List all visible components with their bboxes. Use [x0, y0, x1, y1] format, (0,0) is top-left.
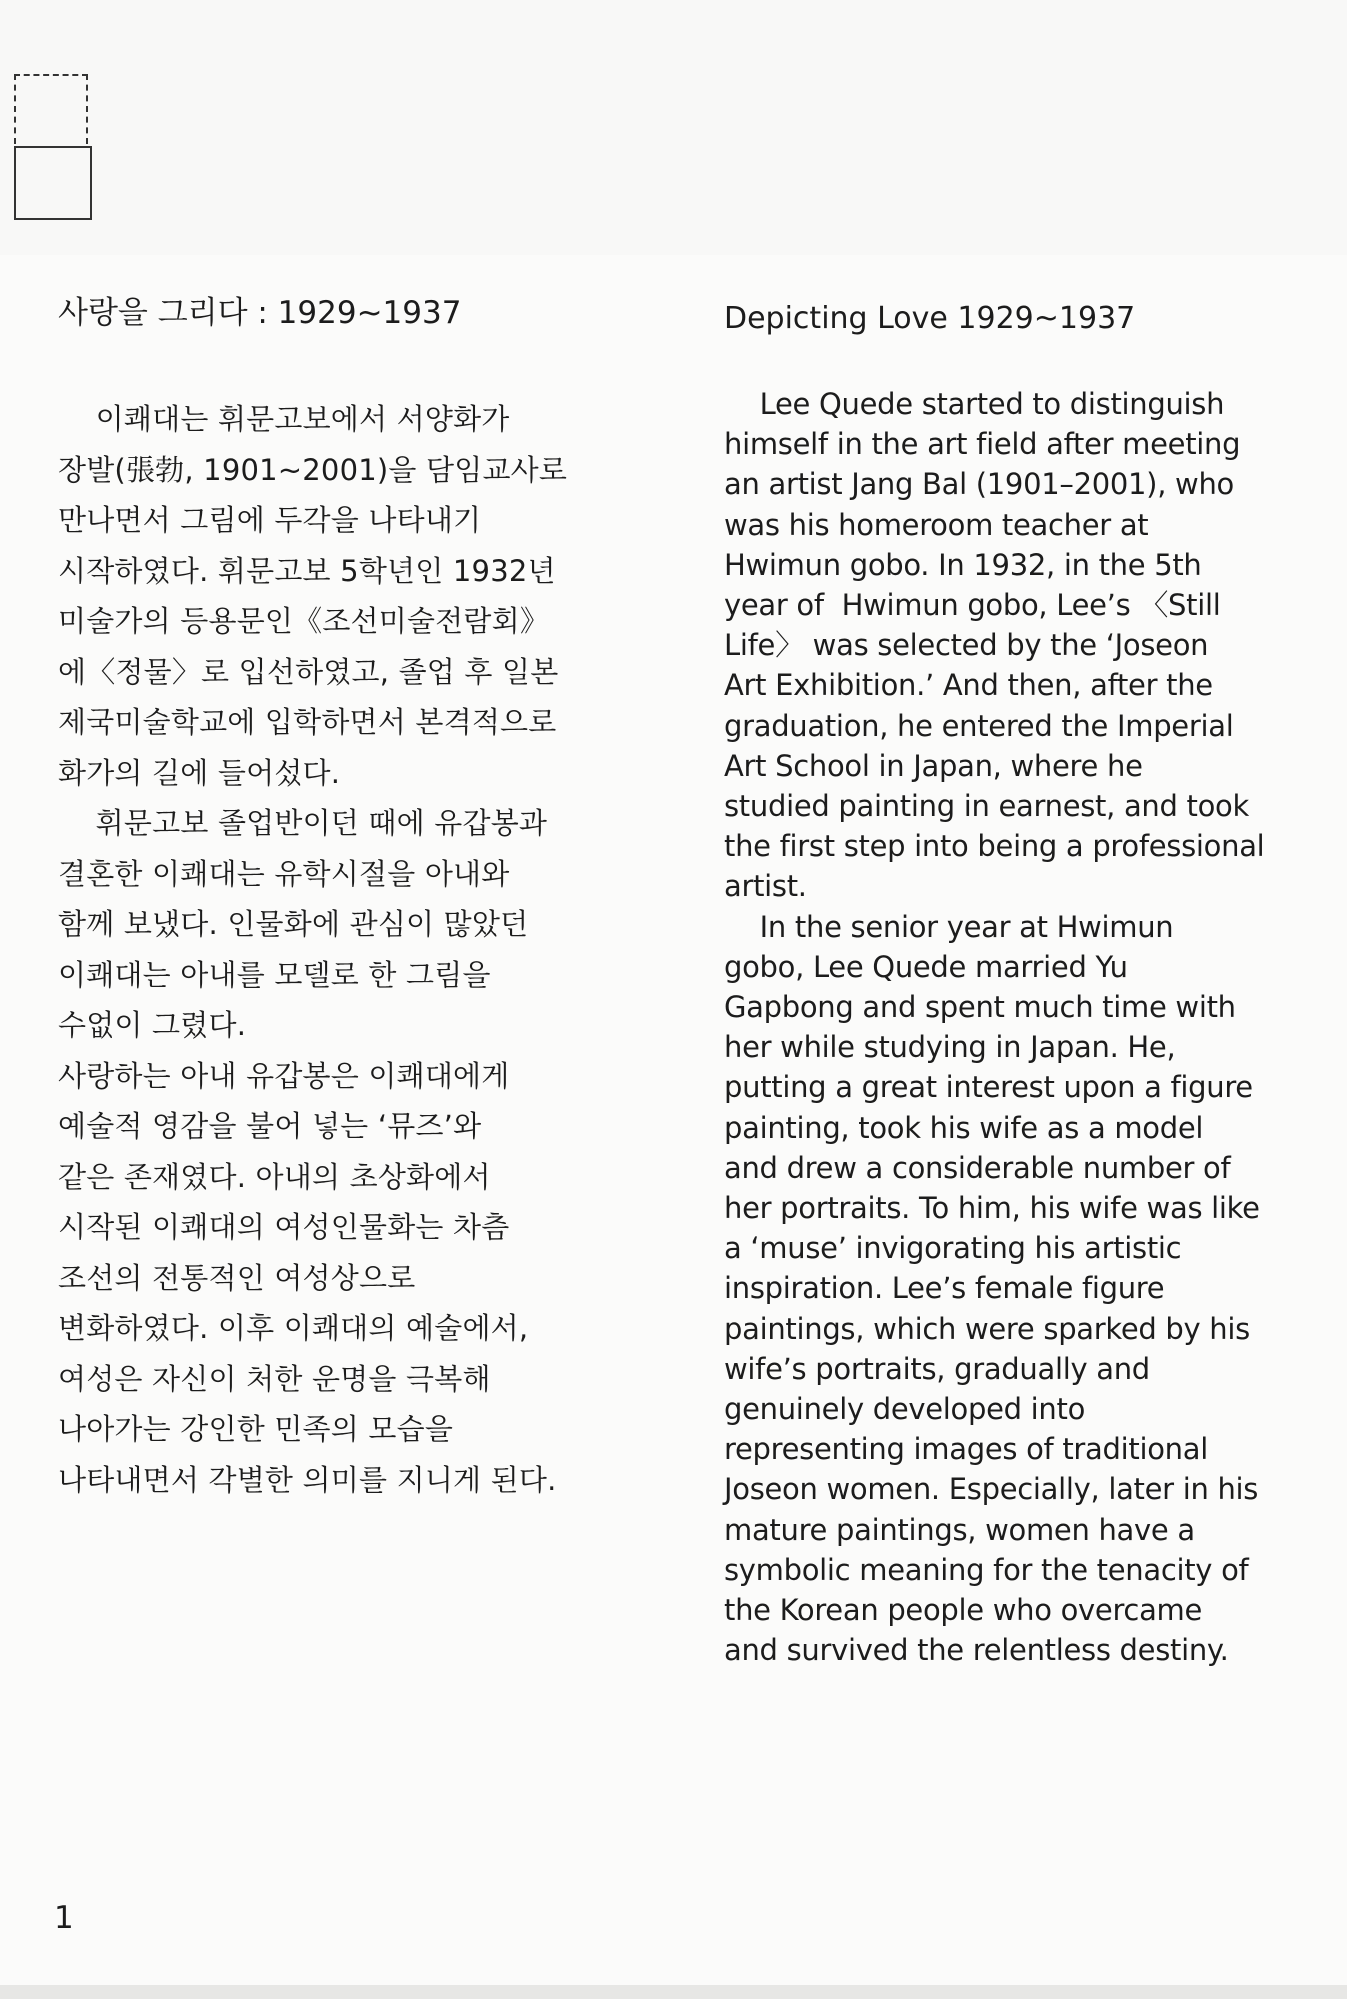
- english-line: symbolic meaning for the tenacity of: [724, 1552, 1249, 1587]
- english-line: the Korean people who overcame: [724, 1593, 1203, 1628]
- bottom-edge: [0, 1985, 1347, 1999]
- korean-line: 시작된 이쾌대의 여성인물화는 차츰: [58, 1210, 510, 1244]
- english-line: putting a great interest upon a figure: [724, 1070, 1253, 1105]
- english-line: genuinely developed into: [724, 1392, 1086, 1427]
- korean-heading: 사랑을 그리다 : 1929~1937: [58, 295, 462, 331]
- english-column: [724, 298, 1324, 1671]
- korean-line: 사랑하는 아내 유갑봉은 이쾌대에게: [58, 1058, 510, 1093]
- korean-line: 변화하였다. 이후 이쾌대의 예술에서,: [58, 1311, 529, 1345]
- english-line: studied painting in earnest, and took: [724, 789, 1249, 824]
- korean-line: 함께 보냈다. 인물화에 관심이 많았던: [58, 907, 529, 941]
- korean-line: 결혼한 이쾌대는 유학시절을 아내와: [58, 856, 510, 891]
- english-line: her while studying in Japan. He,: [724, 1030, 1176, 1065]
- english-line: himself in the art field after meeting: [724, 427, 1241, 462]
- english-line: painting, took his wife as a model: [724, 1110, 1204, 1145]
- korean-line: 시작하였다. 휘문고보 5학년인 1932년: [58, 553, 556, 588]
- english-line: inspiration. Lee’s female figure: [724, 1271, 1165, 1306]
- korean-line: 나아가는 강인한 민족의 모습을: [58, 1412, 454, 1446]
- korean-line: 같은 존재였다. 아내의 초상화에서: [58, 1159, 491, 1194]
- korean-line: 에〈정물〉로 입선하였고, 졸업 후 일본: [58, 654, 559, 689]
- english-line: graduation, he entered the Imperial: [724, 708, 1234, 743]
- korean-line: 나타내면서 각별한 의미를 지니게 된다.: [58, 1462, 557, 1497]
- korean-line: 휘문고보 졸업반이던 때에 유갑봉과: [58, 806, 548, 840]
- korean-line: 이쾌대는 아내를 모델로 한 그림을: [58, 957, 491, 992]
- english-line: the first step into being a professional: [724, 829, 1265, 864]
- dashed-box-marker: [14, 74, 88, 144]
- korean-line: 화가의 길에 들어섰다.: [58, 755, 341, 790]
- english-body: [724, 384, 1324, 1671]
- english-line: and survived the relentless destiny.: [724, 1633, 1229, 1668]
- english-line: mature paintings, women have a: [724, 1512, 1195, 1547]
- english-line: Joseon women. Especially, later in his: [724, 1472, 1259, 1507]
- page-number: 1: [54, 1900, 74, 1936]
- english-line: Art Exhibition.’ And then, after the: [724, 668, 1213, 703]
- english-line: Art School in Japan, where he: [724, 748, 1143, 783]
- english-line: Gapbong and spent much time with: [724, 990, 1236, 1025]
- english-line: year of Hwimun gobo, Lee’s 〈Still: [724, 588, 1221, 623]
- korean-line: 만나면서 그림에 두각을 나타내기: [58, 503, 482, 537]
- english-line: an artist Jang Bal (1901–2001), who: [724, 467, 1234, 502]
- korean-line: 여성은 자신이 처한 운명을 극복해: [58, 1361, 491, 1396]
- english-line: In the senior year at Hwimun: [724, 909, 1174, 944]
- korean-line: 수없이 그렸다.: [58, 1008, 247, 1042]
- korean-line: 이쾌대는 휘문고보에서 서양화가: [58, 402, 510, 436]
- english-line: Lee Quede started to distinguish: [724, 387, 1225, 421]
- english-line: artist.: [724, 869, 807, 904]
- korean-line: 예술적 영감을 불어 넣는 ‘뮤즈’와: [58, 1109, 482, 1143]
- korean-line: 미술가의 등용문인《조선미술전람회》: [58, 604, 550, 638]
- english-line: Hwimun gobo. In 1932, in the 5th: [724, 547, 1202, 582]
- english-line: representing images of traditional: [724, 1432, 1208, 1467]
- korean-line: 조선의 전통적인 여성상으로: [58, 1260, 416, 1295]
- english-heading: Depicting Love 1929~1937: [724, 301, 1136, 336]
- english-line: paintings, which were sparked by his: [724, 1311, 1250, 1346]
- korean-line: 제국미술학교에 입학하면서 본격적으로: [58, 705, 557, 739]
- solid-box-marker: [14, 146, 92, 220]
- english-line: wife’s portraits, gradually and: [724, 1351, 1150, 1386]
- english-line: gobo, Lee Quede married Yu: [724, 949, 1128, 984]
- korean-column: [58, 292, 658, 1505]
- korean-body: [58, 394, 658, 1505]
- english-line: was his homeroom teacher at: [724, 507, 1149, 542]
- english-line: Life〉 was selected by the ‘Joseon: [724, 628, 1209, 663]
- top-margin: [0, 0, 1347, 255]
- english-line: a ‘muse’ invigorating his artistic: [724, 1231, 1182, 1266]
- korean-line: 장발(張勃, 1901~2001)을 담임교사로: [58, 452, 568, 487]
- english-line: her portraits. To him, his wife was like: [724, 1191, 1260, 1226]
- english-line: and drew a considerable number of: [724, 1150, 1231, 1185]
